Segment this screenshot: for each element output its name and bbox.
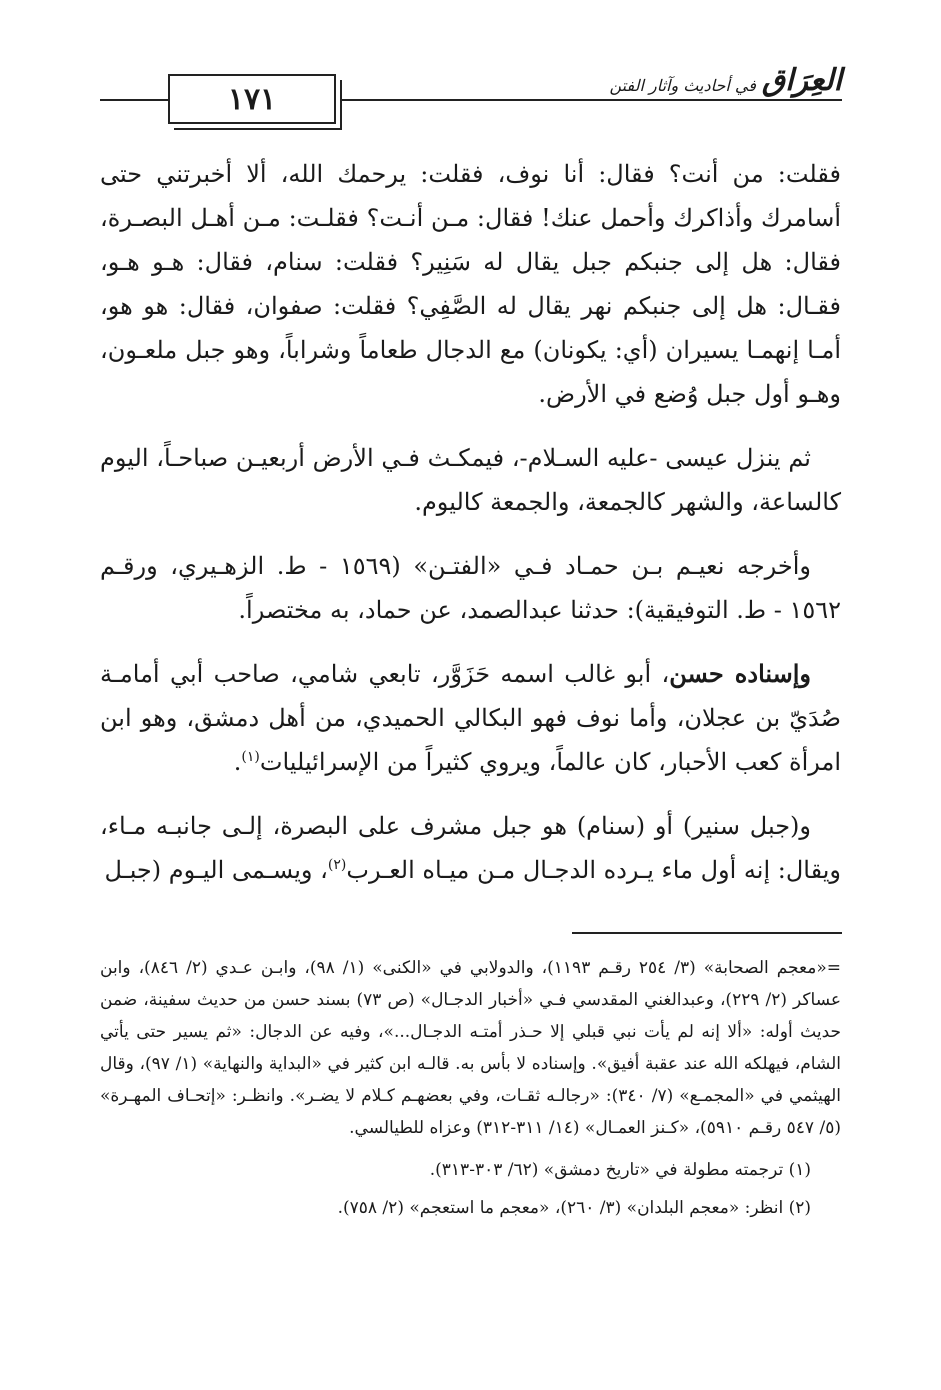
header-rule-left xyxy=(100,99,172,101)
running-head xyxy=(601,62,842,96)
footnote-separator xyxy=(572,932,842,934)
paragraph-isnad xyxy=(100,652,841,784)
paragraph-isa: ثم ينزل عيسى -عليه السـلام-، فيمكـث فـي الأرض أربعيـن صباحـاً، اليوم كالساعة، والشهر كالجمعة، والجمعة كاليوم. xyxy=(100,444,841,516)
footnote-1: (١) ترجمته مطولة في «تاريخ دمشق» (٦٢/ ٣٠٣-٣١٣). xyxy=(429,1160,811,1180)
main-text xyxy=(100,152,841,912)
footnote-continued: =«معجم الصحابة» (٣/ ٢٥٤ رقـم ١١٩٣)، والدولابي في «الكنى» (١/ ٩٨)، وابـن عـدي (٢/ ٨٤٦)، وابن عساكر (٢/ ٢٢٩)، وعبدالغني المقدسي فـي «أخبار الدجـال» (ص ٧٣) بسند حسن من حديث سفينة، ضمن حديث أوله: «ألا إنه لم يأت نبي قبلي إلا حـذر أمتـه الدجـال...»، وفيه عن الدجال: «ثم يسير حتى يأتي الشام، فيهلكه الله عند عقبة أفيق». وإسناده لا بأس به. قالـه ابن كثير في «البداية والنهاية» (١/ ٩٧)، وقال الهيثمي في «المجمـع» (٧/ ٣٤٠): «رجالـه ثقـات، وفي بعضهـم كـلام لا يضـر». وانظـر: «إتحـاف المهـرة» (٥/ ٥٤٧ رقـم ٥٩١٠)، «كـنز العمـال» (١٤/ ٣١١-٣١٢) وعزاه للطيالسي. xyxy=(100,958,842,1138)
footnote-2: (٢) انظر: «معجم البلدان» (٣/ ٢٦٠)، «معجم ما استعجم» (٢/ ٧٥٨). xyxy=(337,1198,811,1218)
page-header xyxy=(100,62,842,132)
page-number: ١٧١ xyxy=(168,74,336,124)
book-title-logo: العِرَاق xyxy=(761,63,842,98)
isnad-end: . xyxy=(233,748,242,776)
jabal-text-a: و(جبل سنير) أو (سنام) هو جبل مشرف على البصرة، إلـى جانبـه مـاء، ويقال: إنه أول ماء يـرده الدجـال مـن ميـاه العـرب xyxy=(100,812,841,884)
paragraph-nuaym: وأخرجه نعيـم بـن حمـاد فـي «الفتـن» (١٥٦٩ - ط. الزهـيري، ورقـم ١٥٦٢ - ط. التوفيقية): حدثنا عبدالصمد، عن حماد، به مختصراً. xyxy=(100,552,841,624)
jabal-text-b: ، ويسـمى اليـوم (جبـل xyxy=(104,856,328,884)
header-rule-right xyxy=(340,99,842,101)
isnad-text: ، أبو غالب اسمه حَزَوَّر، تابعي شامي، صاحب أبي أمامـة صُدَيّ بن عجلان، وأما نوف فهو البكالي الحميدي، من أهل دمشق، وهو ابن امرأة كعب الأحبار، كان عالماً، ويروي كثيراً من الإسرائيليات xyxy=(100,660,841,776)
footnotes xyxy=(100,952,841,1230)
paragraph-jabal-sanir xyxy=(100,804,841,892)
paragraph-narration: فقلت: من أنت؟ فقال: أنا نوف، فقلت: يرحمك الله، ألا أخبرتني حتى أسامرك وأذاكرك وأحمل عنك! فقال: مـن أنـت؟ فقلـت: مـن أهـل البصـرة، فقال: هل إلى جنبكم جبل يقال له سَنِير؟ فقلت: سنام، فقال: هـو هـو، فقـال: هل إلى جنبكم نهر يقال له الصَّفِي؟ فقلت: صفوان، فقال: هو هو، أمـا إنهمـا يسيران (أي: يكونان) مع الدجال طعاماً وشراباً، وهو جبل ملعـون، وهـو أول جبل وُضع في الأرض. xyxy=(100,160,841,408)
footnote-ref-2[interactable]: (٢) xyxy=(327,857,347,873)
footnote-ref-1[interactable]: (١) xyxy=(241,749,260,765)
book-subtitle: في أحاديث وآثار الفتن xyxy=(609,76,756,95)
isnad-lead: وإسناده حسن xyxy=(669,659,811,688)
